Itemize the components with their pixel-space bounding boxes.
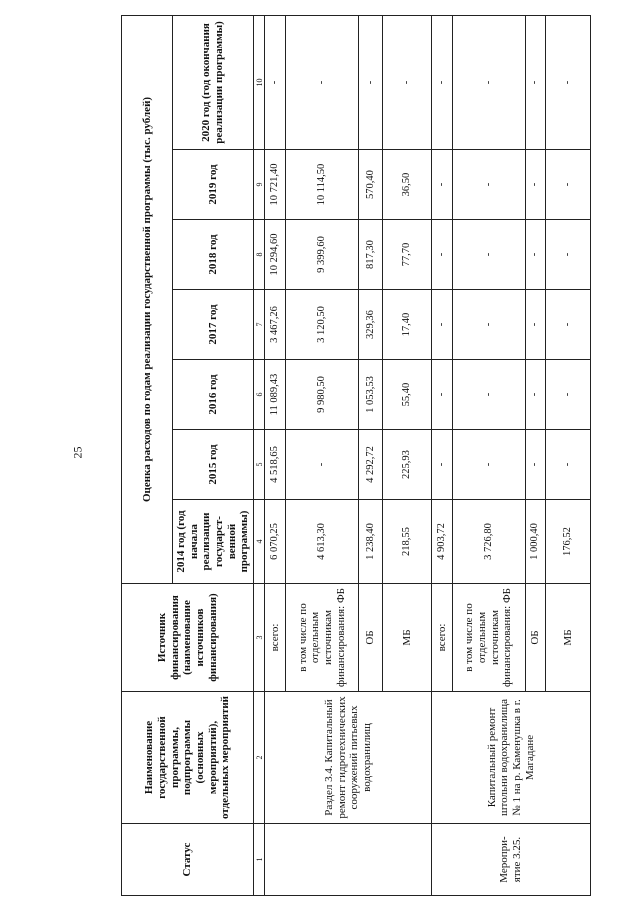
value-cell: - [285,15,358,149]
value-cell: 225,93 [383,430,432,500]
col-index: 5 [254,430,265,500]
value-cell: - [285,430,358,500]
table-row [432,15,452,895]
value-cell: 176,52 [546,500,591,584]
value-cell: 1 053,53 [359,360,383,430]
value-cell: - [546,360,591,430]
value-cell: - [525,15,545,149]
header-year: 2016 год [172,360,253,430]
value-cell: - [452,430,525,500]
column-index-row [254,15,265,895]
col-index: 10 [254,15,265,149]
value-cell: 10 721,40 [265,150,285,220]
section-status [265,824,432,896]
value-cell: - [265,15,285,149]
source-cell: МБ [383,584,432,692]
value-cell: 570,40 [359,150,383,220]
value-cell: - [432,220,452,290]
header-year: 2015 год [172,430,253,500]
measure-status: Меропри-ятие 3.25. [432,824,591,896]
value-cell: 218,55 [383,500,432,584]
value-cell: 4 518,65 [265,430,285,500]
value-cell: 329,36 [359,290,383,360]
budget-table [121,15,591,896]
value-cell: - [525,430,545,500]
header-year: 2014 год (год начала реализации государст-венной программы) [172,500,253,584]
value-cell: - [452,150,525,220]
value-cell: 3 120,50 [285,290,358,360]
value-cell: - [546,220,591,290]
value-cell: 4 292,72 [359,430,383,500]
col-index: 7 [254,290,265,360]
source-cell: ОБ [525,584,545,692]
value-cell: - [432,150,452,220]
value-cell: 6 070,25 [265,500,285,584]
value-cell: - [452,220,525,290]
value-cell: - [359,15,383,149]
table-row [265,15,285,895]
budget-table-rotated [121,16,591,896]
value-cell: - [525,290,545,360]
col-index: 2 [254,692,265,824]
value-cell: - [525,360,545,430]
source-cell: в том числе по отдельным источникам финансирования: ФБ [285,584,358,692]
source-cell: всего: [432,584,452,692]
value-cell: - [546,290,591,360]
source-cell: в том числе по отдельным источникам финансирования: ФБ [452,584,525,692]
value-cell: 55,40 [383,360,432,430]
source-cell: МБ [546,584,591,692]
value-cell: 1 238,40 [359,500,383,584]
header-year: 2017 год [172,290,253,360]
source-cell: всего: [265,584,285,692]
value-cell: - [432,430,452,500]
value-cell: - [546,150,591,220]
section-name: Раздел 3.4. Капитальный ремонт гидротехнических сооружений питьевых водохранилищ [265,692,432,824]
value-cell: 9 399,60 [285,220,358,290]
value-cell: - [452,290,525,360]
value-cell: 10 294,60 [265,220,285,290]
value-cell: - [383,15,432,149]
header-status: Статус [122,824,254,896]
value-cell: 1 000,40 [525,500,545,584]
page-number: 25 [70,446,85,459]
header-year: 2018 год [172,220,253,290]
source-cell: ОБ [359,584,383,692]
value-cell: 36,50 [383,150,432,220]
value-cell: 11 089,43 [265,360,285,430]
value-cell: 4 613,30 [285,500,358,584]
value-cell: 817,30 [359,220,383,290]
col-index: 8 [254,220,265,290]
value-cell: - [452,15,525,149]
col-index: 3 [254,584,265,692]
value-cell: - [546,430,591,500]
header-year: 2020 год (год окончания реализации программы) [172,15,253,149]
col-index: 6 [254,360,265,430]
value-cell: 9 980,50 [285,360,358,430]
value-cell: 17,40 [383,290,432,360]
value-cell: - [432,290,452,360]
measure-name: Капитальный ремонт штольни водохранилища № 1 на р. Каменушка в г. Магадане [432,692,591,824]
col-index: 1 [254,824,265,896]
value-cell: 3 467,26 [265,290,285,360]
header-name: Наименование государственной программы, подпрограммы (основных мероприятий), отдельных мероприятий [122,692,254,824]
value-cell: - [432,15,452,149]
value-cell: - [546,15,591,149]
header-source: Источник финансирования (наименование источников финансирования) [122,584,254,692]
col-index: 9 [254,150,265,220]
header-estimate: Оценка расходов по годам реализации государственной программы (тыс. рублей) [122,15,173,583]
value-cell: 3 726,80 [452,500,525,584]
value-cell: - [525,220,545,290]
value-cell: 10 114,50 [285,150,358,220]
value-cell: 77,70 [383,220,432,290]
col-index: 4 [254,500,265,584]
value-cell: - [452,360,525,430]
value-cell: - [525,150,545,220]
value-cell: 4 903,72 [432,500,452,584]
header-year: 2019 год [172,150,253,220]
value-cell: - [432,360,452,430]
